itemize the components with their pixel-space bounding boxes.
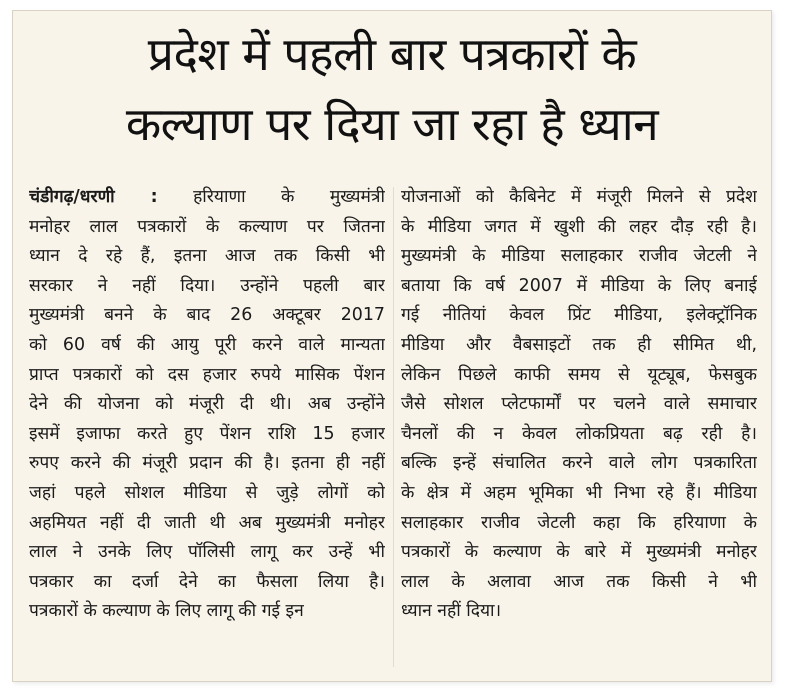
article-line: सलाहकार राजीव जेटली कहा कि हरियाणा के: [401, 512, 757, 533]
article-line: के क्षेत्र में अहम भूमिका भी निभा रहे हैं। मीडिया: [401, 482, 757, 503]
article-line: जैसे सोशल प्लेटफार्मों पर चलने वाले समाचार: [401, 394, 757, 415]
article-line: के मीडिया जगत में खुशी की लहर दौड़ रही है।: [401, 216, 757, 237]
article-line: ध्यान नहीं दिया।: [401, 601, 502, 622]
article-line: देने की योजना को मंजूरी दी थी। अब उन्होंने: [29, 394, 385, 415]
article-line: मनोहर लाल पत्रकारों के कल्याण पर जितना: [29, 216, 385, 237]
article-line: चंडीगढ़/धरणी : हरियाणा के मुख्यमंत्री: [29, 187, 385, 207]
article-line: चैनलों की न केवल लोकप्रियता बढ़ रही है।: [401, 423, 757, 444]
article-line: योजनाओं को कैबिनेट में मंजूरी मिलने से प्रदेश: [401, 187, 757, 207]
article-line: मुख्यमंत्री के मीडिया सलाहकार राजीव जेटली ने: [401, 246, 757, 267]
article-column-left: [29, 183, 385, 627]
article-line: पत्रकारों के कल्याण के लिए लागू की गई इन: [29, 601, 304, 622]
article-line: प्राप्त पत्रकारों को दस हजार रुपये मासिक पेंशन: [29, 364, 385, 385]
article-line: गई नीतियां केवल प्रिंट मीडिया, इलेक्ट्रॉनिक: [401, 305, 757, 326]
article-line: पत्रकारों के कल्याण के बारे में मुख्यमंत्री मनोहर: [401, 542, 757, 563]
article-line: सरकार ने नहीं दिया। उन्होंने पहली बार: [29, 275, 385, 296]
article-line: बताया कि वर्ष 2007 में मीडिया के लिए बनाई: [401, 275, 757, 296]
article-line: इसमें इजाफा करते हुए पेंशन राशि 15 हजार: [29, 423, 385, 444]
headline: [13, 19, 771, 159]
column-divider: [393, 187, 394, 667]
article-line: लेकिन पिछले काफी समय से यूट्यूब, फेसबुक: [401, 364, 757, 385]
article-line: लाल के अलावा आज तक किसी ने भी: [401, 571, 757, 592]
news-clipping: [12, 10, 772, 682]
article-line: ध्यान दे रहे हैं, इतना आज तक किसी भी: [29, 246, 385, 267]
article-line: मुख्यमंत्री बनने के बाद 26 अक्टूबर 2017: [29, 305, 385, 326]
article-line: बल्कि इन्हें संचालित करने वाले लोग पत्रकारिता: [401, 453, 757, 474]
article-line: रुपए करने की मंजूरी प्रदान की है। इतना ही नहीं: [29, 453, 385, 474]
article-line: को 60 वर्ष की आयु पूरी करने वाले मान्यता: [29, 334, 385, 355]
article-line: मीडिया और वैबसाइटों तक ही सीमित थी,: [401, 334, 757, 355]
article-line: लाल ने उनके लिए पॉलिसी लागू कर उन्हें भी: [29, 542, 385, 563]
article-line: पत्रकार का दर्जा देने का फैसला लिया है।: [29, 571, 385, 592]
article-line: अहमियत नहीं दी जाती थी अब मुख्यमंत्री मनोहर: [29, 512, 385, 533]
article-column-right: [401, 183, 757, 627]
article-line: जहां पहले सोशल मीडिया से जुड़े लोगों को: [29, 482, 385, 503]
headline-line-1: प्रदेश में पहली बार पत्रकारों के: [147, 27, 637, 81]
dateline: चंडीगढ़/धरणी :: [29, 187, 158, 207]
headline-line-2: कल्याण पर दिया जा रहा है ध्यान: [125, 97, 659, 151]
